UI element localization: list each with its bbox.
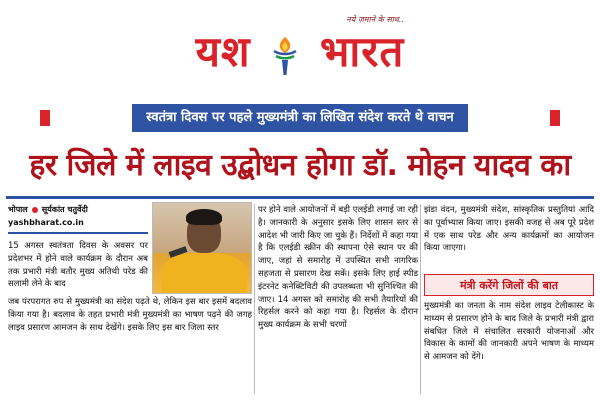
article-col1-bottom: जब पंरपरागत रुप से मुख्यमंत्री का संदेश पढ़ते थे, लेकिन इस बार इसमें बदलाव किया गया है। बदलाव के तहत प्रभारी मंत्री मुख्यमंत्री का भाषण पढ़ने की जगह लाइव प्रसारण आमजन के साथ देखेंगे। इसके लिए इस बार जिला स्तर [8,297,252,333]
masthead-tagline: नये ज़माने के साथ.. [346,15,404,24]
cm-photo [152,202,252,294]
column-divider [254,204,255,394]
article-col3-top: झंडा वंदन, मुख्यमंत्री संदेश, सांस्कृतिक प्रस्तुतियां आदि का पूर्वाभ्यास किया जाए। इसकी वजह से अब पूरे प्रदेश में एक साथ परेड और अन्य कार्यक्रमों का आयोजन किया जाएगा। [424,205,594,254]
byline [8,204,150,227]
article-col1-top: 15 अगस्त स्वतंत्रता दिवस के अवसर पर प्रदेशभर में होने वाले कार्यक्रम के दौरान अब तक प्रभारी मंत्री बतौर मुख्य अतिथी परेड की सलामी लेने के बाद [8,241,148,290]
headline: हर जिले में लाइव उद्बोधन होगा डॉ. मोहन यादव का [29,147,571,183]
byline-site: yashbharat.co.in [8,218,84,227]
byline-place: भोपाल [8,205,28,214]
column-divider [420,204,421,394]
brand-name-left: यश [195,27,251,76]
byline-rule [8,232,148,234]
byline-author: सूर्यकांत चतुर्वेदी [41,205,88,214]
brand-logo [0,22,600,79]
subhead: मंत्री करेंगे जिलों की बात [424,274,594,296]
article-col2: पर होने वाले आयोजनों में बड़ी एलईडी लगाई जा रही है। जानकारी के अनुसार इसके लिए शासन स्तर से आदेश भी जारी किए जा चुके हैं। निर्देशों में कहा गया है कि एलईडी स्क्रीन की स्थापना ऐसे स्थान पर की जाए, जहां से समारोह में उपस्थित सभी नागरिक सहजता से प्रसारण देख सकें। इसके लिए हाई स्पीड इंटरनेट कनेक्टिविटी की उपलब्धता भी सुनिश्चित की जाए। 14 अगस्त को समारोह की सभी तैयारियों की रिहर्सल करने को कहा गया है। रिहर्सल के दौरान मुख्य कार्यक्रम के सभी चरणों [258,205,418,331]
article-col3-bottom: मुख्यमंत्री का जनता के नाम संदेश लाइव टेलीकास्ट के माध्यम से प्रसारण होने के बाद जिले के प्रभारी मंत्री द्वारा संबधित जिले में संचालित सरकारी योजनाओं और विकास के कामों की जानकारी अपने भाषण के माध्यम से आमजन को देंगे। [424,301,594,363]
kicker-bar [0,104,600,132]
bullet-icon [32,207,38,213]
kicker-accent-right [550,110,560,126]
headline-rule [6,196,594,199]
brand-name-right: भारत [319,27,405,76]
masthead [0,0,600,100]
kicker-text: स्वतंत्रा दिवस पर पहले मुख्यमंत्री का लिखित संदेश करते थे वाचन [132,104,467,132]
torch-icon [268,33,302,77]
